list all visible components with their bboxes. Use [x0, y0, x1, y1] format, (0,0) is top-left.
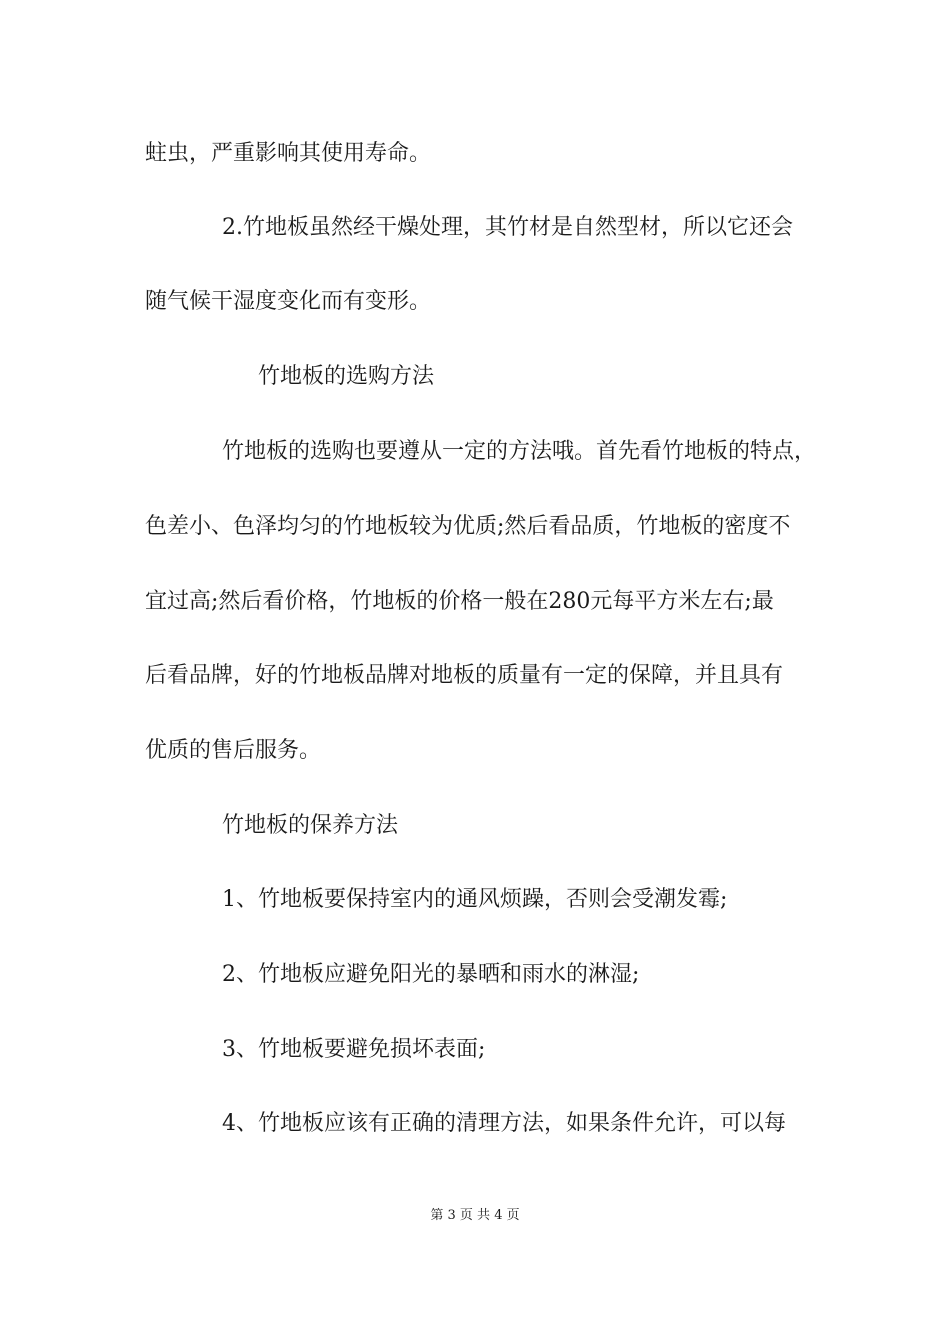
page-footer — [0, 1207, 950, 1225]
list-item: 2、竹地板应避免阳光的暴晒和雨水的淋湿; — [222, 962, 640, 987]
section-heading: 竹地板的选购方法 — [258, 364, 435, 389]
section-heading: 竹地板的保养方法 — [222, 813, 399, 838]
list-item: 3、竹地板要避免损坏表面; — [222, 1037, 486, 1062]
text-line: 随气候干湿度变化而有变形。 — [145, 289, 432, 314]
page-number: 第 3 页 共 4 页 — [430, 1208, 520, 1223]
text-line: 后看品牌，好的竹地板品牌对地板的质量有一定的保障，并且具有 — [145, 663, 784, 688]
text-line: 色差小、色泽均匀的竹地板较为优质;然后看品质，竹地板的密度不 — [145, 514, 791, 539]
text-line: 蛀虫，严重影响其使用寿命。 — [145, 141, 432, 166]
text-line: 宜过高;然后看价格，竹地板的价格一般在280元每平方米左右;最 — [145, 589, 774, 614]
text-line: 优质的售后服务。 — [145, 738, 322, 763]
text-line: 竹地板的选购也要遵从一定的方法哦。首先看竹地板的特点， — [222, 439, 817, 464]
text-line: 2.竹地板虽然经干燥处理，其竹材是自然型材，所以它还会 — [222, 215, 793, 240]
list-item: 4、竹地板应该有正确的清理方法，如果条件允许，可以每 — [222, 1111, 786, 1136]
list-item: 1、竹地板要保持室内的通风烦躁，否则会受潮发霉; — [222, 887, 728, 912]
